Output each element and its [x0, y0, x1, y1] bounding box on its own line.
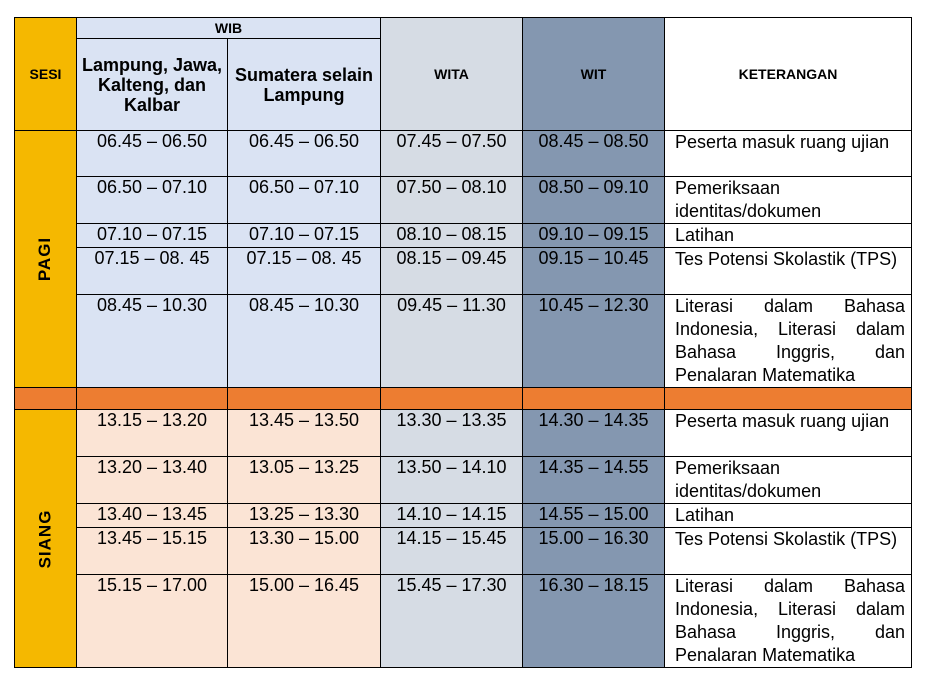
keterangan-cell: Pemeriksaan identitas/dokumen: [665, 177, 912, 224]
time-cell: 15.00 – 16.45: [228, 575, 381, 668]
time-cell: 13.20 – 13.40: [77, 457, 228, 504]
table-row: [15, 177, 912, 224]
table-row: [15, 131, 912, 177]
time-cell: 13.50 – 14.10: [381, 457, 523, 504]
time-cell: 16.30 – 18.15: [523, 575, 665, 668]
keterangan-cell: Literasi dalam Bahasa Indonesia, Literasi dalam Bahasa Inggris, dan Penalaran Matematika: [665, 295, 912, 388]
separator-cell: [665, 388, 912, 410]
time-cell: 15.00 – 16.30: [523, 528, 665, 575]
header-row-1: [15, 18, 912, 39]
time-cell: 13.30 – 15.00: [228, 528, 381, 575]
time-cell: 07.15 – 08. 45: [228, 248, 381, 295]
table-row: [15, 224, 912, 248]
time-cell: 06.45 – 06.50: [228, 131, 381, 177]
schedule-table: [14, 17, 912, 668]
keterangan-cell: Literasi dalam Bahasa Indonesia, Literasi dalam Bahasa Inggris, dan Penalaran Matematika: [665, 575, 912, 668]
time-cell: 06.50 – 07.10: [77, 177, 228, 224]
time-cell: 14.55 – 15.00: [523, 504, 665, 528]
time-cell: 07.45 – 07.50: [381, 131, 523, 177]
time-cell: 14.30 – 14.35: [523, 410, 665, 457]
header-wit: WIT: [523, 18, 665, 131]
time-cell: 15.45 – 17.30: [381, 575, 523, 668]
keterangan-cell: Tes Potensi Skolastik (TPS): [665, 528, 912, 575]
time-cell: 08.10 – 08.15: [381, 224, 523, 248]
keterangan-cell: Peserta masuk ruang ujian: [665, 410, 912, 457]
table-row: [15, 457, 912, 504]
time-cell: 14.10 – 14.15: [381, 504, 523, 528]
time-cell: 07.50 – 08.10: [381, 177, 523, 224]
separator-cell: [523, 388, 665, 410]
table-row: [15, 504, 912, 528]
table-row: [15, 295, 912, 388]
header-keterangan: KETERANGAN: [665, 18, 912, 131]
time-cell: 07.15 – 08. 45: [77, 248, 228, 295]
time-cell: 13.30 – 13.35: [381, 410, 523, 457]
time-cell: 08.45 – 10.30: [228, 295, 381, 388]
header-wib: WIB: [77, 18, 381, 39]
time-cell: 13.05 – 13.25: [228, 457, 381, 504]
keterangan-cell: Tes Potensi Skolastik (TPS): [665, 248, 912, 295]
time-cell: 09.15 – 10.45: [523, 248, 665, 295]
table-row: [15, 410, 912, 457]
time-cell: 08.45 – 08.50: [523, 131, 665, 177]
time-cell: 10.45 – 12.30: [523, 295, 665, 388]
time-cell: 08.50 – 09.10: [523, 177, 665, 224]
table-row: [15, 528, 912, 575]
table-row: [15, 575, 912, 668]
time-cell: 09.10 – 09.15: [523, 224, 665, 248]
time-cell: 07.10 – 07.15: [77, 224, 228, 248]
time-cell: 06.50 – 07.10: [228, 177, 381, 224]
header-wib-lampung-jawa: Lampung, Jawa, Kalteng, dan Kalbar: [77, 39, 228, 131]
keterangan-cell: Latihan: [665, 504, 912, 528]
keterangan-cell: Pemeriksaan identitas/dokumen: [665, 457, 912, 504]
separator-cell: [77, 388, 228, 410]
time-cell: 13.15 – 13.20: [77, 410, 228, 457]
separator-cell: [15, 388, 77, 410]
session-siang: [15, 410, 77, 668]
time-cell: 14.15 – 15.45: [381, 528, 523, 575]
header-sesi: SESI: [15, 18, 77, 131]
session-pagi: [15, 131, 77, 388]
session-label: SIANG: [35, 509, 55, 568]
header-wita: WITA: [381, 18, 523, 131]
time-cell: 08.45 – 10.30: [77, 295, 228, 388]
time-cell: 07.10 – 07.15: [228, 224, 381, 248]
time-cell: 13.40 – 13.45: [77, 504, 228, 528]
time-cell: 06.45 – 06.50: [77, 131, 228, 177]
session-label: PAGI: [35, 236, 55, 282]
time-cell: 08.15 – 09.45: [381, 248, 523, 295]
table-row: [15, 248, 912, 295]
session-separator-row: [15, 388, 912, 410]
time-cell: 13.25 – 13.30: [228, 504, 381, 528]
time-cell: 14.35 – 14.55: [523, 457, 665, 504]
separator-cell: [381, 388, 523, 410]
time-cell: 15.15 – 17.00: [77, 575, 228, 668]
time-cell: 09.45 – 11.30: [381, 295, 523, 388]
separator-cell: [228, 388, 381, 410]
keterangan-cell: Peserta masuk ruang ujian: [665, 131, 912, 177]
header-wib-sumatera: Sumatera selain Lampung: [228, 39, 381, 131]
time-cell: 13.45 – 13.50: [228, 410, 381, 457]
time-cell: 13.45 – 15.15: [77, 528, 228, 575]
keterangan-cell: Latihan: [665, 224, 912, 248]
